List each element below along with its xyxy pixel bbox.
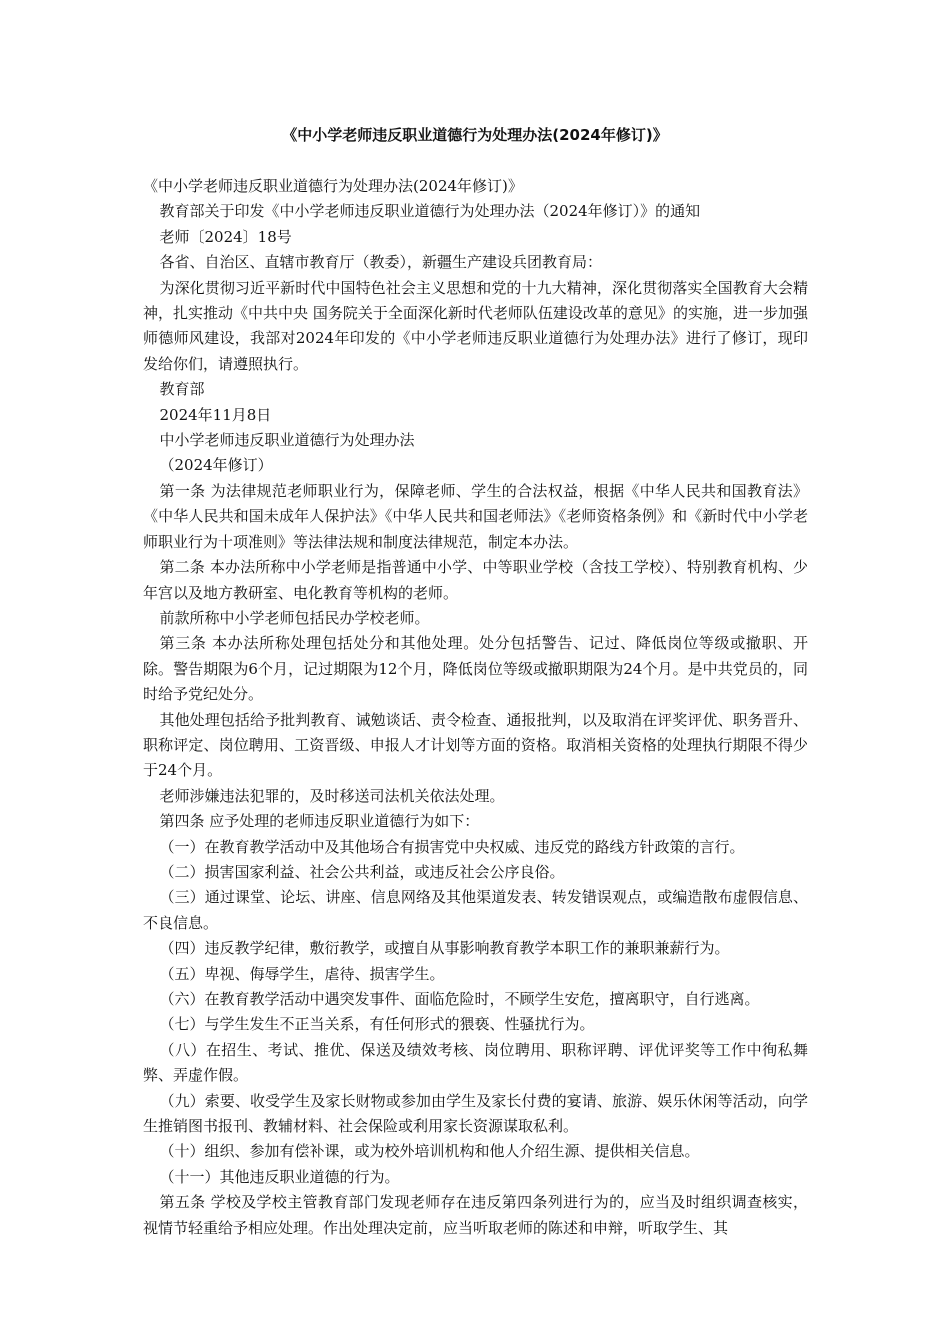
regulation-revision: （2024年修订） [159,456,273,475]
document-number: 老师〔2024〕18号 [159,227,292,246]
list-item: （六）在教育教学活动中遇突发事件、面临危险时，不顾学生安危，擅离职守，自行逃离。 [159,990,760,1008]
article: 第五条 学校及学校主管教育部门发现老师存在违反第四条列进行为的，应当及时组织调查核实，视情节轻重给予相应处理。作出处理决定前，应当听取老师的陈述和申辩，听取学生、其 [143,1193,808,1237]
list-item: （一）在教育教学活动中及其他场合有损害党中央权威、违反党的路线方针政策的言行。 [159,837,745,856]
addressee: 各省、自治区、直辖市教育厅（教委），新疆生产建设兵团教育局： [159,253,603,272]
article: 第二条 本办法所称中小学老师是指普通中小学、中等职业学校（含技工学校）、特别教育机构、少年宫以及地方教研室、电化教育等机构的老师。 [143,558,808,602]
list-item: （七）与学生发生不正当关系，有任何形式的猥亵、性骚扰行为。 [159,1015,595,1034]
list-item: （八）在招生、考试、推优、保送及绩效考核、岗位聘用、职称评聘、评优评奖等工作中徇私舞弊、弄虚作假。 [143,1040,808,1085]
list-item: （四）违反教学纪律，敷衍教学，或擅自从事影响教育教学本职工作的兼职兼薪行为。 [159,939,730,958]
list-item: （九）索要、收受学生及家长财物或参加由学生及家长付费的宴请、旅游、娱乐休闲等活动，向学生推销图书报刊、教辅材料、社会保险或利用家长资源谋取私利。 [143,1091,808,1136]
list-item: （二）损害国家利益、社会公共利益，或违反社会公序良俗。 [159,862,565,881]
article: 第四条 应予处理的老师违反职业道德行为如下： [159,812,480,831]
page-title: 《中小学老师违反职业道德行为处理办法(2024年修订)》 [282,126,668,144]
issuer: 教育部 [159,380,205,399]
paragraph: 为深化贯彻习近平新时代中国特色社会主义思想和党的十九大精神，深化贯彻落实全国教育大会精神，扎实推动《中共中央 国务院关于全面深化新时代老师队伍建设改革的意见》的实施，进一步加强师德师风建设，我部对2024年印发的《中小学老师违反职业道德行为处理办法》进行了修订，现印发给你们，请遵照执行。 [143,278,808,373]
regulation-title: 中小学老师违反职业道德行为处理办法 [159,431,415,450]
article: 第一条 为法律规范老师职业行为，保障老师、学生的合法权益，根据《中华人民共和国教育法》《中华人民共和国未成年人保护法》《中华人民共和国老师法》《老师资格条例》和《新时代中小学老师职业行为十项准则》等法律法规和制度法律规范，制定本办法。 [143,481,808,551]
list-item: （十一）其他违反职业道德的行为。 [159,1167,400,1186]
list-item: （十）组织、参加有偿补课，或为校外培训机构和他人介绍生源、提供相关信息。 [159,1142,700,1161]
notice-title: 教育部关于印发《中小学老师违反职业道德行为处理办法（2024年修订）》的通知 [159,202,701,221]
document-body [143,174,808,1241]
issue-date: 2024年11月8日 [159,405,272,424]
paragraph: 老师涉嫌违法犯罪的，及时移送司法机关依法处理。 [159,786,505,805]
list-item: （三）通过课堂、论坛、讲座、信息网络及其他渠道发表、转发错误观点，或编造散布虚假信息、不良信息。 [143,888,808,932]
article: 第三条 本办法所称处理包括处分和其他处理。处分包括警告、记过、降低岗位等级或撤职、开除。警告期限为6个月，记过期限为12个月，降低岗位等级或撤职期限为24个月。是中共党员的，同时给予党纪处分。 [143,634,808,704]
paragraph: 其他处理包括给予批判教育、诫勉谈话、责令检查、通报批判，以及取消在评奖评优、职务晋升、职称评定、岗位聘用、工资晋级、申报人才计划等方面的资格。取消相关资格的处理执行期限不得少于24个月。 [143,710,808,780]
doc-heading: 《中小学老师违反职业道德行为处理办法(2024年修订)》 [143,177,523,195]
paragraph: 前款所称中小学老师包括民办学校老师。 [159,608,430,627]
list-item: （五）卑视、侮辱学生，虐待、损害学生。 [159,964,445,983]
